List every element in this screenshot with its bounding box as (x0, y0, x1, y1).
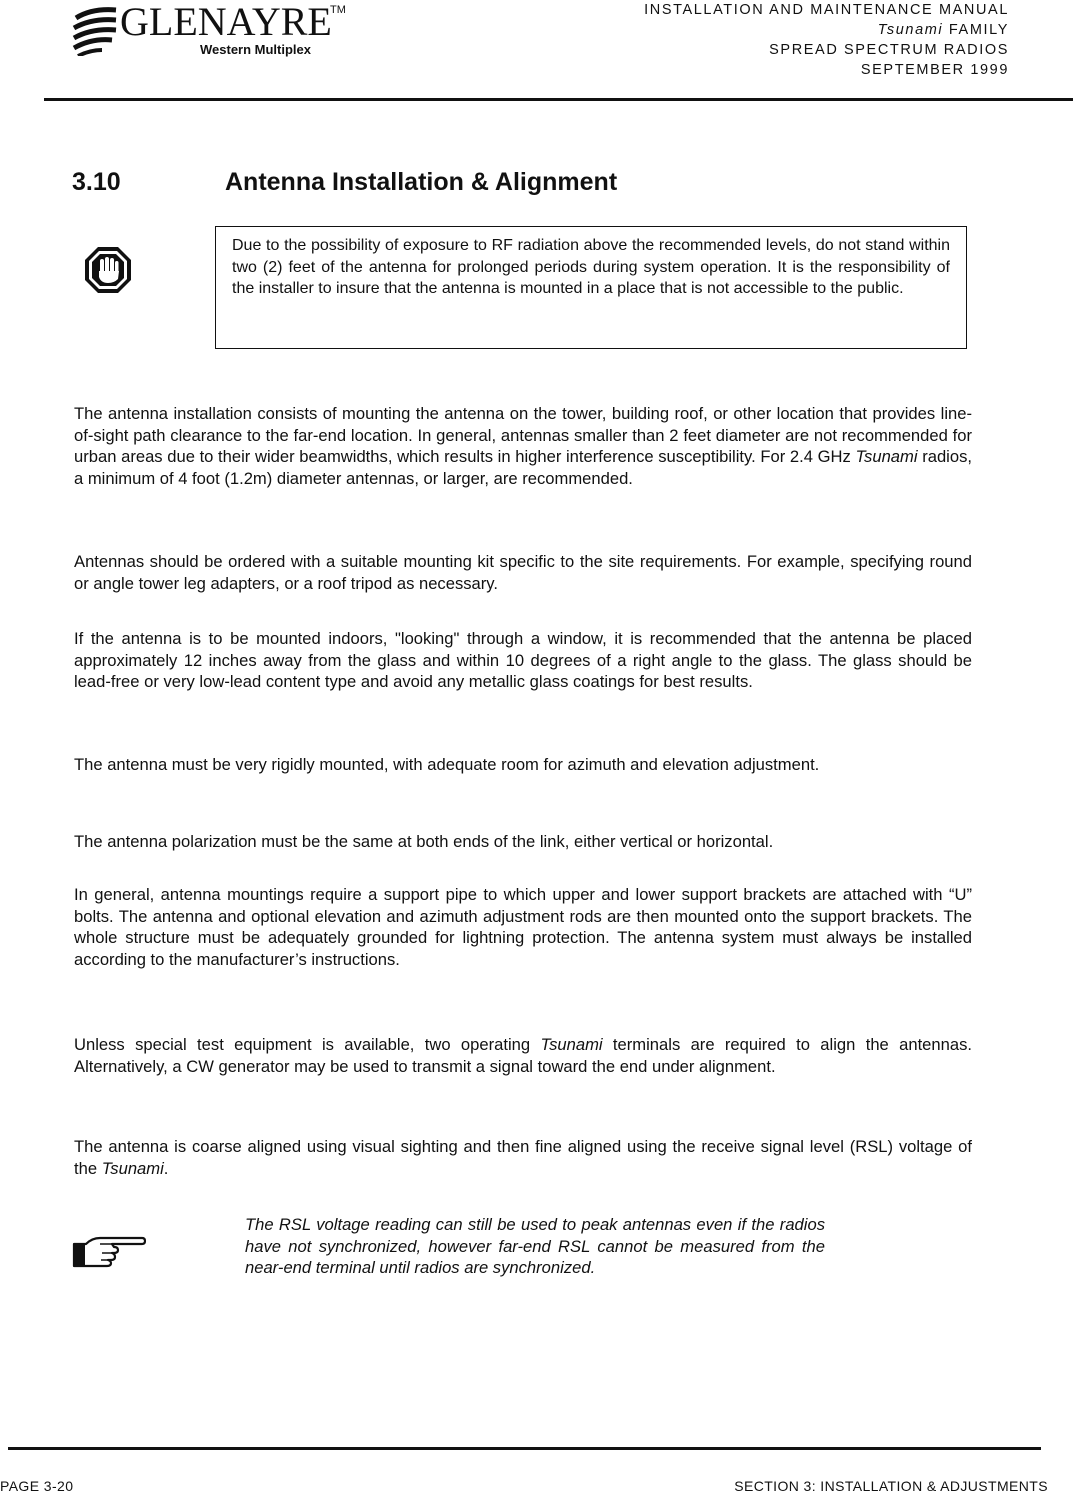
paragraph-alignment (74, 1136, 972, 1179)
paragraph-mounting-kit (74, 551, 972, 594)
paragraph-terminals-text-b: terminals are required to align the antennas. Alternatively, a CW generator may be used to transmit a signal toward the end under alignment. (74, 1035, 973, 1076)
paragraph-terminals-text-a: Unless special test equipment is available, two operating (74, 1035, 541, 1054)
header-family-label: FAMILY (948, 22, 1009, 38)
paragraph-alignment-text-a: The antenna is coarse aligned using visual sighting and then fine aligned using the receive signal level (RSL) voltage of the (74, 1137, 972, 1178)
header-family-name: Tsunami (877, 22, 944, 38)
header-product: SPREAD SPECTRUM RADIOS (769, 42, 1009, 58)
rsl-note: The RSL voltage reading can still be used to peak antennas even if the radios have not synchronized, however far-end RSL cannot be measured from the near-end terminal until radios are synchronized. (245, 1215, 825, 1278)
logo-subtitle: Western Multiplex (200, 42, 312, 57)
paragraph-polarization (74, 831, 972, 853)
paragraph-installation-text-b: radios, a minimum of 4 foot (1.2m) diameter antennas, or larger, are recommended. (74, 447, 972, 488)
header-manual-title: INSTALLATION AND MAINTENANCE MANUAL (644, 2, 1009, 18)
company-logo (72, 0, 372, 60)
document-header (644, 0, 1009, 80)
section-number: 3.10 (72, 168, 121, 196)
paragraph-indoor-mounting (74, 628, 972, 693)
paragraph-support-pipe-text: In general, antenna mountings require a support pipe to which upper and lower support brackets are attached with “U” bolts. The antenna and optional elevation and azimuth adjustment rods are then mounted onto the support brackets. The whole structure must be adequately grounded for lightning protection. The antenna system must always be installed according to the manufacturer’s instructions. (74, 885, 972, 969)
paragraph-terminals (74, 1034, 972, 1077)
paragraph-mounting-kit-text: Antennas should be ordered with a suitable mounting kit specific to the site requirements. For example, specifying round or angle tower leg adapters, or a roof tripod as necessary. (74, 552, 972, 593)
product-name: Tsunami (101, 1158, 164, 1178)
section-title: Antenna Installation & Alignment (225, 168, 618, 196)
footer-divider (8, 1447, 1041, 1450)
paragraph-installation-text-a: The antenna installation consists of mounting the antenna on the tower, building roof, or other location that provides line-of-sight path clearance to the far-end location. In general, antennas smaller than 2 feet diameter are not recommended for urban areas due to their wider beamwidths, which results in higher interference susceptibility. For 2.4 GHz (74, 404, 972, 467)
header-family (644, 20, 1009, 40)
product-name: Tsunami (540, 1035, 603, 1054)
logo-name: GLENAYRE (120, 0, 332, 44)
paragraph-alignment-text-b: . (163, 1158, 169, 1178)
paragraph-polarization-text: The antenna polarization must be the same at both ends of the link, either vertical or horizontal. (74, 832, 774, 851)
paragraph-installation (74, 403, 972, 489)
paragraph-rigid-mounting-text: The antenna must be very rigidly mounted, with adequate room for azimuth and elevation adjustment. (74, 755, 820, 774)
paragraph-support-pipe (74, 884, 972, 970)
pointing-hand-icon (72, 1234, 146, 1268)
stop-hand-icon (84, 246, 132, 294)
rf-warning-box: Due to the possibility of exposure to RF radiation above the recommended levels, do not stand within two (2) feet of the antenna for prolonged periods during system operation. It is the responsibility of the installer to insure that the antenna is mounted in a place that is not accessible to the public. (215, 226, 967, 349)
footer-section-title: SECTION 3: INSTALLATION & ADJUSTMENTS (734, 1478, 1048, 1494)
product-name: Tsunami (855, 447, 918, 467)
paragraph-indoor-mounting-text: If the antenna is to be mounted indoors, "looking" through a window, it is recommended that the antenna be placed approximately 12 inches away from the glass and within 10 degrees of a right angle to the glass. The glass should be lead-free or very low-lead content type and avoid any metallic glass coatings for best results. (74, 629, 972, 692)
header-divider (44, 98, 1073, 101)
logo-stripes-icon (72, 6, 118, 56)
paragraph-rigid-mounting (74, 754, 972, 776)
header-date: SEPTEMBER 1999 (860, 62, 1009, 78)
page-number: PAGE 3-20 (0, 1478, 74, 1494)
logo-trademark: TM (330, 4, 346, 16)
section-heading (72, 168, 617, 197)
